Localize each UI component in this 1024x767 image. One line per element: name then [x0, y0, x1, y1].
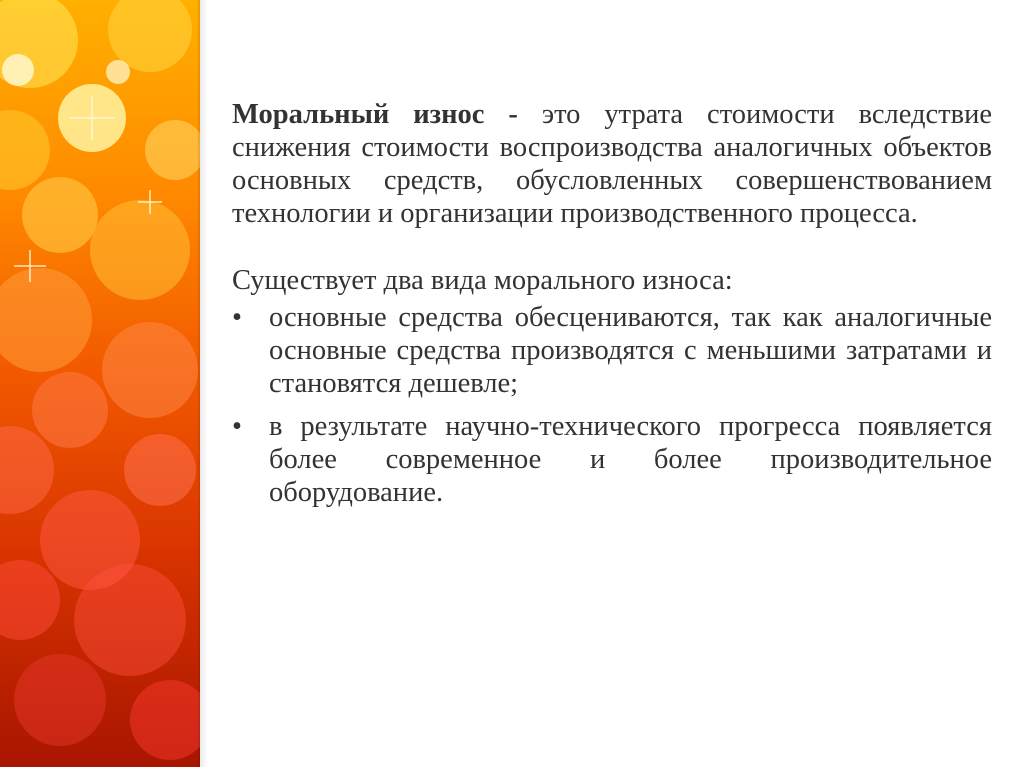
types-intro: Существует два вида морального износа: — [232, 265, 733, 296]
bullet-icon: • — [232, 411, 242, 442]
bokeh-lights-image — [0, 0, 200, 767]
bullet-icon: • — [232, 302, 242, 333]
definition-text: это утрата стоимости вследствие снижения стоимости воспроизводства аналогичных объектов основных средств, обусловленных совершенствованием технологии и организации производственного процесса. — [232, 99, 992, 229]
list-item-text: основные средства обесцениваются, так как аналогичные основные средства производятся с меньшими затратами и становятся дешевле; — [269, 302, 992, 399]
bokeh-decorative-panel — [0, 0, 200, 767]
panel-edge-shadow — [198, 0, 208, 767]
list-item — [232, 410, 992, 509]
definition-paragraph — [232, 98, 992, 230]
list-item-text: в результате научно-технического прогресса появляется более современное и более производительное оборудование. — [269, 411, 992, 508]
slide-content — [232, 98, 992, 519]
types-list — [232, 301, 992, 509]
list-item — [232, 301, 992, 400]
term-moral-wear: Моральный износ - — [232, 99, 518, 130]
